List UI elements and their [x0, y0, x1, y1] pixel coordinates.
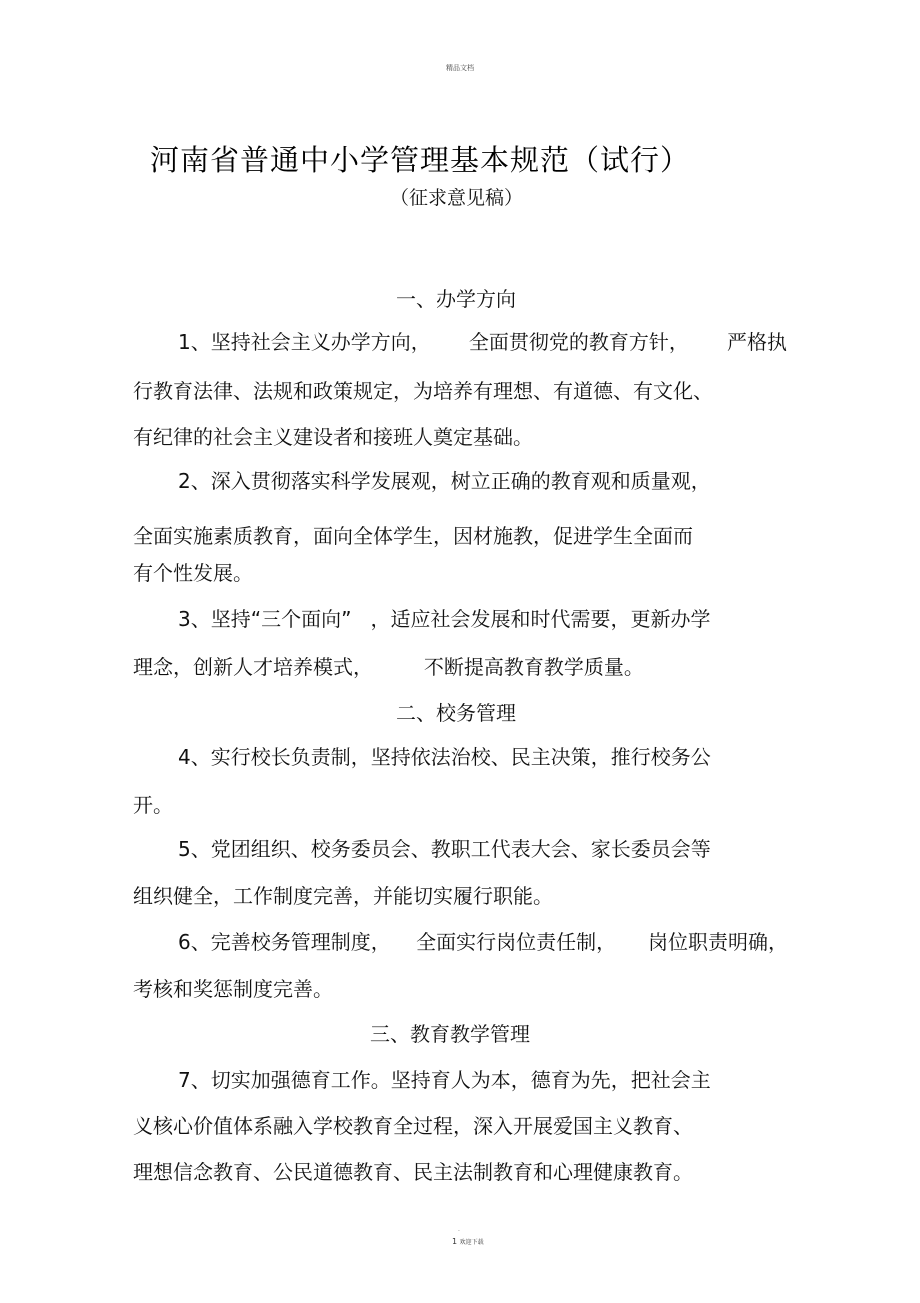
- section-heading-1: 一、办学方向: [396, 287, 516, 311]
- paragraph-line: 有纪律的社会主义建设者和接班人奠定基础。: [133, 425, 533, 449]
- document-title: 河南省普通中小学管理基本规范（试行）: [150, 143, 691, 177]
- paragraph-line: 1、坚持社会主义办学方向， 全面贯彻党的教育方针， 严格执: [178, 330, 788, 354]
- paragraph-line: 3、坚持“三个面向” ，适应社会发展和时代需要，更新办学: [178, 607, 711, 631]
- paragraph-line: 义核心价值体系融入学校教育全过程，深入开展爱国主义教育、: [133, 1114, 693, 1138]
- document-subtitle: （征求意见稿）: [390, 187, 524, 209]
- paragraph-line: 考核和奖惩制度完善。: [133, 977, 333, 1001]
- paragraph-line: 行教育法律、法规和政策规定，为培养有理想、有道德、有文化、: [133, 379, 713, 403]
- paragraph-line: 7、切实加强德育工作。坚持育人为本，德育为先，把社会主: [178, 1068, 711, 1092]
- header-watermark: 精品文档: [446, 64, 474, 72]
- footer-dot: .: [458, 1226, 460, 1233]
- paragraph-line: 理想信念教育、公民道德教育、民主法制教育和心理健康教育。: [133, 1160, 693, 1184]
- paragraph-line: 组织健全，工作制度完善，并能切实履行职能。: [133, 884, 553, 908]
- section-heading-2: 二、校务管理: [396, 701, 516, 725]
- paragraph-line: 4、实行校长负责制，坚持依法治校、民主决策，推行校务公: [178, 745, 711, 769]
- page-footer: [452, 1237, 484, 1246]
- paragraph-line: 有个性发展。: [133, 561, 253, 585]
- footer-note: 欢迎下载: [459, 1239, 484, 1246]
- paragraph-line: 6、完善校务管理制度， 全面实行岗位责任制， 岗位职责明确，: [178, 930, 788, 954]
- paragraph-line: 理念，创新人才培养模式， 不断提高教育教学质量。: [133, 655, 644, 679]
- section-heading-3: 三、教育教学管理: [370, 1022, 530, 1046]
- paragraph-line: 全面实施素质教育，面向全体学生，因材施教，促进学生全面而: [133, 524, 693, 548]
- page-number: 1: [452, 1237, 458, 1246]
- paragraph-line: 开。: [133, 793, 173, 817]
- paragraph-line: 5、党团组织、校务委员会、教职工代表大会、家长委员会等: [178, 837, 711, 861]
- paragraph-line: 2、深入贯彻落实科学发展观，树立正确的教育观和质量观，: [178, 469, 711, 493]
